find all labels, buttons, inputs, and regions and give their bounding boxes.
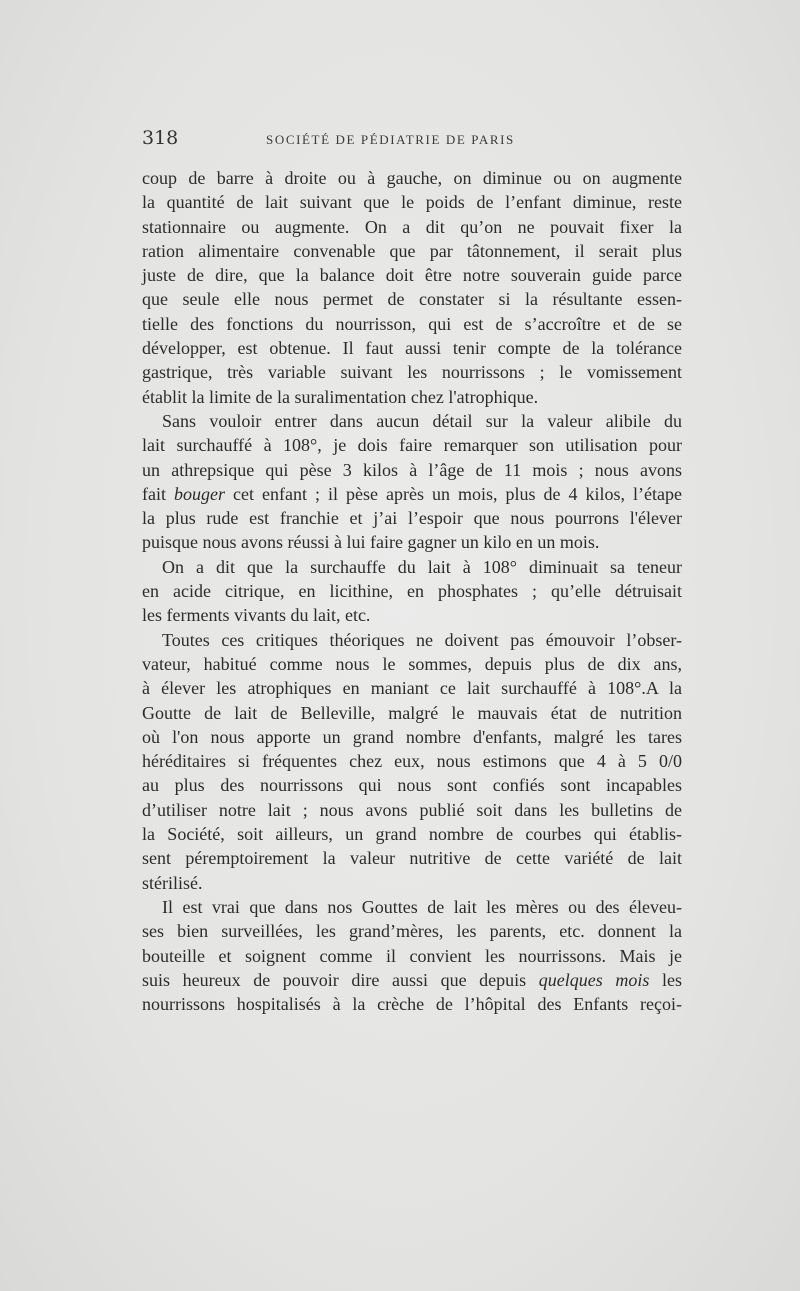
text-line: établit la limite de la suralimentation chez l'atrophique. [142, 386, 539, 407]
text-line: tielle des fonctions du nourrisson, qui est de s’accroître et de se [142, 313, 682, 334]
text-line: d’utiliser notre lait ; nous avons publié soit dans les bulletins de [142, 799, 682, 820]
text-line: puisque nous avons réussi à lui faire gagner un kilo en un mois. [142, 532, 600, 553]
text-line: ration alimentaire convenable que par tâtonnement, il serait plus [142, 240, 682, 261]
text-line: héréditaires si fréquentes chez eux, nous estimons que 4 à 5 0/0 [142, 751, 682, 772]
text-line: au plus des nourrissons qui nous sont confiés sont incapables [142, 775, 682, 796]
text-line: à élever les atrophiques en maniant ce lait surchauffé à 108°.A la [142, 678, 682, 699]
text-line: les ferments vivants du lait, etc. [142, 605, 371, 626]
text-line: Il est vrai que dans nos Gouttes de lait les mères ou des éleveu- [162, 896, 682, 917]
text-line: bouteille et soignent comme il convient les nourrissons. Mais je [142, 945, 682, 966]
text-line: On a dit que la surchauffe du lait à 108° diminuait sa teneur [162, 556, 682, 577]
text-segment: fait [142, 483, 174, 504]
text-line: la plus rude est franchie et j’ai l’espoir que nous pourrons l'élever [142, 508, 682, 529]
body-text [142, 166, 682, 1016]
text-line: la Société, soit ailleurs, un grand nombre de courbes qui établis- [142, 824, 682, 845]
text-line: un athrepsique qui pèse 3 kilos à l’âge de 11 mois ; nous avons [142, 459, 682, 480]
running-head [142, 127, 682, 153]
text-line: gastrique, très variable suivant les nourrissons ; le vomissement [142, 362, 682, 383]
text-line: sent péremptoirement la valeur nutritive de cette variété de lait [142, 848, 682, 869]
text-line: coup de barre à droite ou à gauche, on diminue ou on augmente [142, 168, 682, 188]
text-line: Toutes ces critiques théoriques ne doivent pas émouvoir l’obser- [162, 629, 682, 650]
text-line: stationnaire ou augmente. On a dit qu’on ne pouvait fixer la [142, 216, 682, 237]
running-title: SOCIÉTÉ DE PÉDIATRIE DE PARIS [266, 132, 515, 147]
text-line: ses bien surveillées, les grand’mères, les parents, etc. donnent la [142, 921, 682, 942]
text-line: la quantité de lait suivant que le poids de l’enfant diminue, reste [142, 192, 682, 213]
page-number: 318 [142, 127, 179, 149]
text-line [142, 482, 682, 506]
text-line: en acide citrique, en licithine, en phosphates ; qu’elle détruisait [142, 581, 682, 602]
text-segment: les [649, 969, 683, 990]
text-line: où l'on nous apporte un grand nombre d'enfants, malgré les tares [142, 726, 682, 747]
text-line: que seule elle nous permet de constater si la résultante essen- [142, 289, 682, 310]
text-line: stérilisé. [142, 872, 203, 893]
text-line: nourrissons hospitalisés à la crèche de l’hôpital des Enfants reçoi- [142, 994, 682, 1015]
text-line: Sans vouloir entrer dans aucun détail sur la valeur alibile du [162, 410, 682, 431]
text-line: lait surchauffé à 108°, je dois faire remarquer son utilisation pour [142, 435, 682, 456]
text-line: vateur, habitué comme nous le sommes, depuis plus de dix ans, [142, 653, 682, 674]
text-segment: suis heureux de pouvoir dire aussi que depuis [142, 969, 539, 990]
text-line: développer, est obtenue. Il faut aussi tenir compte de la tolérance [142, 338, 682, 359]
text-line [142, 968, 682, 992]
italic-word: bouger [174, 483, 225, 504]
text-line: Goutte de lait de Belleville, malgré le mauvais état de nutrition [142, 702, 682, 723]
text-segment: cet enfant ; il pèse après un mois, plus de 4 kilos, l’étape [225, 483, 682, 504]
italic-phrase: quelques mois [538, 969, 650, 990]
text-line: juste de dire, que la balance doit être notre souverain guide parce [142, 265, 682, 286]
